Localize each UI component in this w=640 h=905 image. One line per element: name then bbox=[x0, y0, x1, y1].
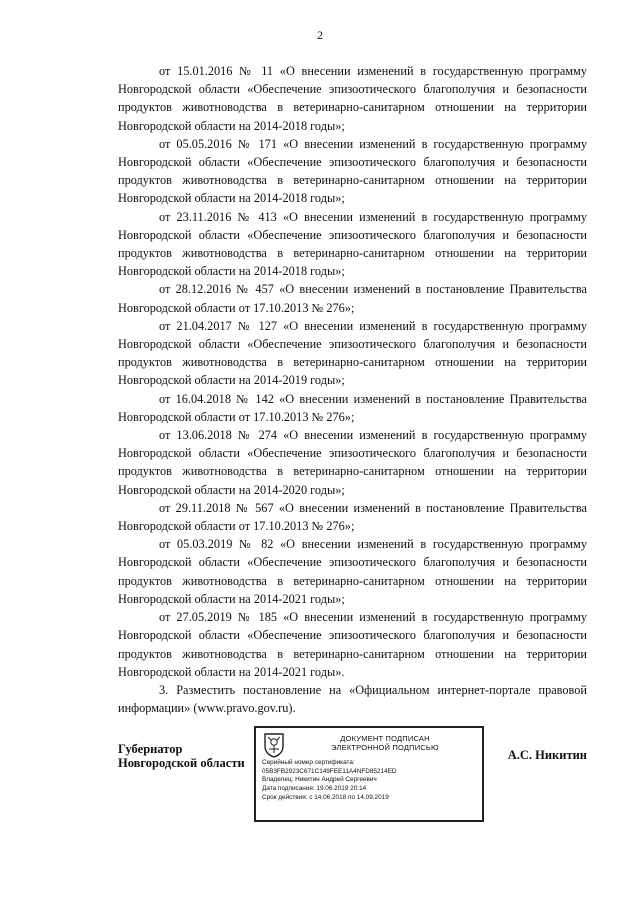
stamp-details bbox=[262, 759, 480, 803]
signer-name: А.С. Никитин bbox=[507, 748, 587, 762]
coat-of-arms-icon bbox=[263, 732, 285, 758]
paragraph: от 28.12.2016 № 457 «О внесении изменений в постановление Правительства Новгородской области от 17.10.2013 № 276»; bbox=[118, 282, 587, 315]
signature-block bbox=[118, 726, 587, 826]
paragraph: от 05.03.2019 № 82 «О внесении изменений в государственную программу Новгородской области «Обеспечение эпизоотического благополучия и безопасности продуктов животноводства в ветеринарно-санитарном отношении на территории Новгородской области на 2014-2021 годы»; bbox=[118, 537, 587, 606]
paragraph: от 27.05.2019 № 185 «О внесении изменений в государственную программу Новгородской области «Обеспечение эпизоотического благополучия и безопасности продуктов животноводства в ветеринарно-санитарном отношении на территории Новгородской области на 2014-2021 годы». bbox=[118, 610, 587, 679]
paragraph: от 29.11.2018 № 567 «О внесении изменений в постановление Правительства Новгородской области от 17.10.2013 № 276»; bbox=[118, 500, 587, 534]
signer-title bbox=[118, 742, 245, 770]
document-body bbox=[118, 62, 587, 717]
signer-title-line: Губернатор bbox=[118, 742, 183, 756]
paragraph: от 21.04.2017 № 127 «О внесении изменений в государственную программу Новгородской области «Обеспечение эпизоотического благополучия и безопасности продуктов животноводства в ветеринарно-санитарном отношении на территории Новгородской области на 2014-2019 годы»; bbox=[118, 318, 587, 388]
signing-date: Дата подписания: 19.06.2019 20:14 bbox=[262, 785, 367, 793]
page-number: 2 bbox=[317, 28, 323, 42]
stamp-header-line: ЭЛЕКТРОННОЙ ПОДПИСЬЮ bbox=[331, 743, 439, 752]
paragraph: от 13.06.2018 № 274 «О внесении изменений в государственную программу Новгородской области «Обеспечение эпизоотического благополучия и безопасности продуктов животноводства в ветеринарно-санитарном отношении на территории Новгородской области на 2014-2020 годы»; bbox=[118, 428, 587, 497]
serial-label: Серийный номер сертификата: bbox=[262, 759, 355, 766]
serial-number: 05B3FB2923C671C149FEE11A4NFD85214ED bbox=[262, 767, 397, 775]
stamp-header bbox=[292, 734, 478, 752]
paragraph: 3. Разместить постановление на «Официальном интернет-портале правовой информации» (www.pravo.gov.ru). bbox=[118, 682, 587, 716]
electronic-signature-stamp bbox=[254, 726, 484, 822]
stamp-header-line: ДОКУМЕНТ ПОДПИСАН bbox=[340, 734, 430, 743]
signer-title-line: Новгородской области bbox=[118, 756, 245, 770]
validity-period: Срок действия: с 14.06.2018 по 14.09.2019 bbox=[262, 793, 389, 801]
paragraph: от 23.11.2016 № 413 «О внесении изменений в государственную программу Новгородской области «Обеспечение эпизоотического благополучия и безопасности продуктов животноводства в ветеринарно-санитарном отношении на территории Новгородской области на 2014-2018 годы»; bbox=[118, 209, 587, 279]
paragraph: от 15.01.2016 № 11 «О внесении изменений в государственную программу Новгородской области «Обеспечение эпизоотического благополучия и безопасности продуктов животноводства в ветеринарно-санитарном отношении на территории Новгородской области на 2014-2018 годы»; bbox=[118, 64, 587, 133]
certificate-owner: Владелец: Никитин Андрей Сергеевич bbox=[262, 776, 377, 784]
paragraph: от 05.05.2016 № 171 «О внесении изменений в государственную программу Новгородской области «Обеспечение эпизоотического благополучия и безопасности продуктов животноводства в ветеринарно-санитарном отношении на территории Новгородской области на 2014-2018 годы»; bbox=[118, 136, 587, 206]
paragraph: от 16.04.2018 № 142 «О внесении изменений в постановление Правительства Новгородской области от 17.10.2013 № 276»; bbox=[118, 391, 587, 424]
